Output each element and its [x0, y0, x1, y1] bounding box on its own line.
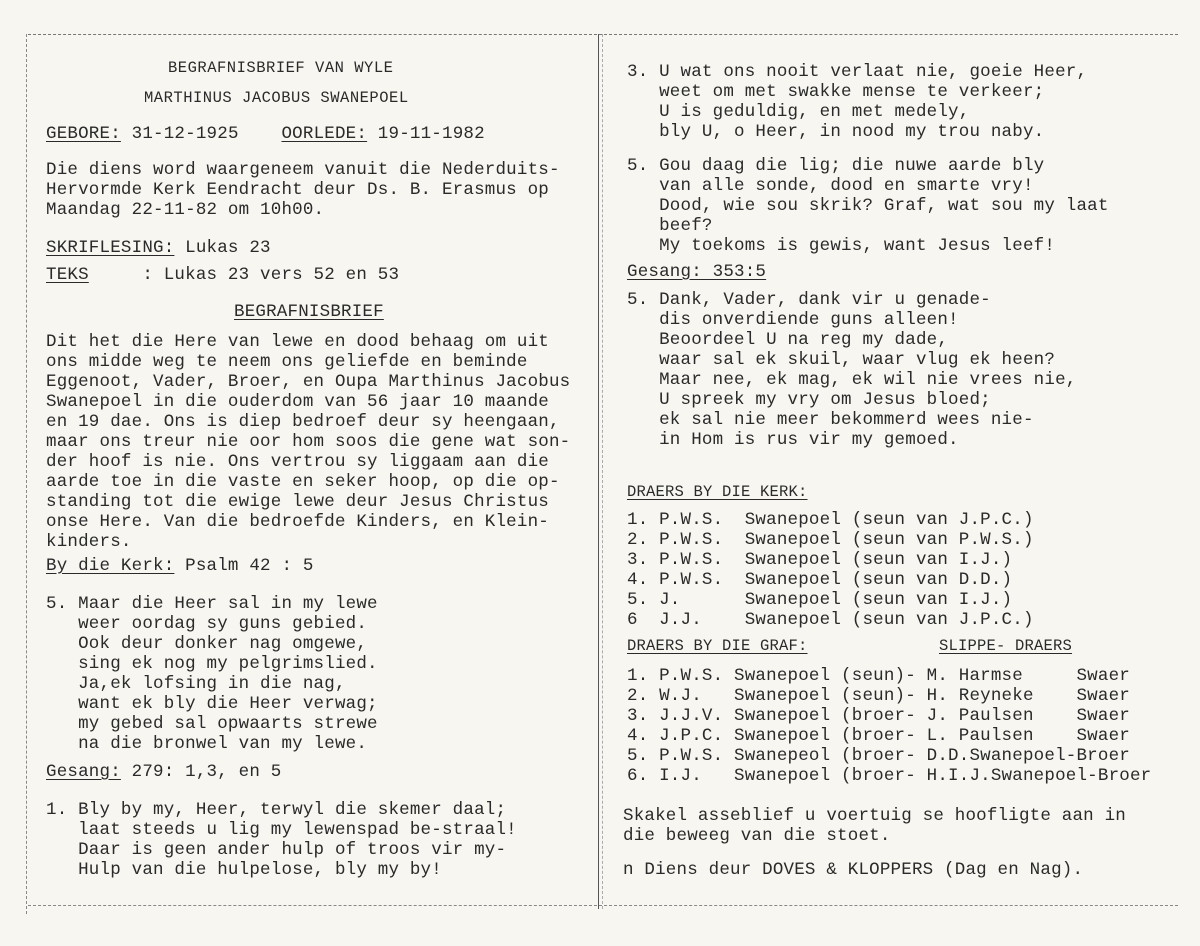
- hymn-line: in Hom is rus vir my gemoed.: [627, 430, 959, 450]
- letter-line: en 19 dae. Ons is diep bedroef deur sy heengaan,: [46, 412, 560, 432]
- hymn-279-line: [46, 762, 281, 782]
- service-line: Die diens word waargeneem vanuit die Nederduits-: [46, 160, 560, 180]
- undertaker-footer: n Diens deur DOVES & KLOPPERS (Dag en Nag).: [623, 860, 1084, 880]
- died-date: 19-11-1982: [377, 124, 485, 144]
- scripture-reading-line: [46, 238, 271, 258]
- hymn-line: Beoordeel U na reg my dade,: [627, 330, 949, 350]
- list-item: 2. W.J. Swanepoel (seun)- H. Reyneke Swaer: [627, 686, 1130, 706]
- list-item: 3. J.J.V. Swanepoel (broer- J. Paulsen Swaer: [627, 706, 1130, 726]
- title-line-1: BEGRAFNISBRIEF VAN WYLE: [168, 59, 394, 77]
- scripture-reading-label: SKRIFLESING:: [46, 238, 175, 258]
- hymn-line: U is geduldig, en met medely,: [627, 102, 970, 122]
- hymn-label: Gesang:: [46, 762, 121, 782]
- letter-line: standing tot die ewige lewe deur Jesus Christus: [46, 492, 549, 512]
- top-border: [28, 34, 1178, 35]
- text-line: [46, 265, 399, 285]
- psalm-line: weer oordag sy guns gebied.: [46, 614, 368, 634]
- hymn-line: My toekoms is gewis, want Jesus leef!: [627, 236, 1056, 256]
- hymn-line: Maar nee, ek mag, ek wil nie vrees nie,: [627, 370, 1077, 390]
- psalm-line: sing ek nog my pelgrimslied.: [46, 654, 378, 674]
- hymn-line: weet om met swakke mense te verkeer;: [627, 82, 1045, 102]
- hymn-line: Dood, wie sou skrik? Graf, wat sou my laat: [627, 196, 1109, 216]
- letter-line: aarde toe in die vaste en seker hoop, op die op-: [46, 472, 560, 492]
- letter-line: Dit het die Here van lewe en dood behaag om uit: [46, 332, 549, 352]
- church-bearers-heading: DRAERS BY DIE KERK:: [627, 483, 808, 501]
- hymn-line: dis onverdiende guns alleen!: [627, 310, 959, 330]
- letter-line: ons midde weg te neem ons geliefde en beminde: [46, 352, 528, 372]
- list-item: 2. P.W.S. Swanepoel (seun van P.W.S.): [627, 530, 1034, 550]
- slip-bearers-heading: SLIPPE- DRAERS: [939, 637, 1073, 655]
- service-line: Hervormde Kerk Eendracht deur Ds. B. Erasmus op: [46, 180, 549, 200]
- church-label: By die Kerk:: [46, 556, 175, 576]
- list-item: 6 J.J. Swanepoel (seun van J.P.C.): [627, 610, 1034, 630]
- psalm-line: my gebed sal opwaarts strewe: [46, 714, 378, 734]
- text-label: TEKS: [46, 265, 89, 285]
- hymn-line: ek sal nie meer bekommerd wees nie-: [627, 410, 1034, 430]
- bottom-border: [28, 905, 1178, 906]
- list-item: 4. J.P.C. Swanepoel (broer- L. Paulsen Swaer: [627, 726, 1130, 746]
- hymn-line: 5. Dank, Vader, dank vir u genade-: [627, 290, 991, 310]
- psalm-line: 5. Maar die Heer sal in my lewe: [46, 594, 378, 614]
- list-item: 3. P.W.S. Swanepoel (seun van I.J.): [627, 550, 1013, 570]
- letter-heading: BEGRAFNISBRIEF: [234, 302, 384, 322]
- list-item: 6. I.J. Swanepoel (broer- H.I.J.Swanepoel-Broer: [627, 766, 1152, 786]
- center-fold-shadow: [602, 34, 603, 909]
- hymn-line: 5. Gou daag die lig; die nuwe aarde bly: [627, 156, 1045, 176]
- hymn-line: van alle sonde, dood en smarte vry!: [627, 176, 1034, 196]
- dates-line: [46, 124, 485, 144]
- hymn-line: 1. Bly by my, Heer, terwyl die skemer daal;: [46, 800, 507, 820]
- list-item: 5. J. Swanepoel (seun van I.J.): [627, 590, 1013, 610]
- letter-line: maar ons treur nie oor hom soos die gene wat son-: [46, 432, 571, 452]
- grave-bearers-heading: DRAERS BY DIE GRAF:: [627, 637, 808, 655]
- hymn-line: 3. U wat ons nooit verlaat nie, goeie Heer,: [627, 62, 1088, 82]
- hymn-line: laat steeds u lig my lewenspad be-straal!: [46, 820, 517, 840]
- service-line: Maandag 22-11-82 om 10h00.: [46, 200, 325, 220]
- hymn-line: beef?: [627, 216, 713, 236]
- hymn-verses: 279: 1,3, en 5: [131, 762, 282, 782]
- list-item: 5. P.W.S. Swanepeol (broer- D.D.Swanepoel-Broer: [627, 746, 1130, 766]
- hymn-line: Hulp van die hulpelose, bly my by!: [46, 860, 442, 880]
- left-border: [26, 34, 27, 914]
- letter-line: Swanepoel in die ouderdom van 56 jaar 10 maande: [46, 392, 549, 412]
- list-item: 1. P.W.S. Swanepoel (seun van J.P.C.): [627, 510, 1034, 530]
- note-line: Skakel asseblief u voertuig se hoofligte aan in: [623, 806, 1126, 826]
- scripture-reading-value: Lukas 23: [185, 238, 271, 258]
- died-label: OORLEDE:: [281, 124, 368, 144]
- letter-line: onse Here. Van die bedroefde Kinders, en Klein-: [46, 512, 549, 532]
- letter-line: der hoof is nie. Ons vertrou sy liggaam aan die: [46, 452, 549, 472]
- church-psalm: Psalm 42 : 5: [185, 556, 314, 576]
- note-line: die beweeg van die stoet.: [623, 826, 891, 846]
- hymn-line: waar sal ek skuil, waar vlug ek heen?: [627, 350, 1056, 370]
- church-psalm-line: [46, 556, 314, 576]
- text-value: : Lukas 23 vers 52 en 53: [88, 265, 400, 285]
- hymn-line: bly U, o Heer, in nood my trou naby.: [627, 122, 1045, 142]
- list-item: 4. P.W.S. Swanepoel (seun van D.D.): [627, 570, 1013, 590]
- born-date: 31-12-1925: [131, 124, 239, 144]
- hymn-line: U spreek my vry om Jesus bloed;: [627, 390, 991, 410]
- psalm-line: Ja,ek lofsing in die nag,: [46, 674, 346, 694]
- letter-line: Eggenoot, Vader, Broer, en Oupa Marthinus Jacobus: [46, 372, 571, 392]
- list-item: 1. P.W.S. Swanepoel (seun)- M. Harmse Swaer: [627, 666, 1130, 686]
- psalm-line: na die bronwel van my lewe.: [46, 734, 368, 754]
- hymn-line: Daar is geen ander hulp of troos vir my-: [46, 840, 507, 860]
- psalm-line: want ek bly die Heer verwag;: [46, 694, 378, 714]
- hymn-353-label: Gesang: 353:5: [627, 262, 767, 282]
- psalm-line: Ook deur donker nag omgewe,: [46, 634, 368, 654]
- title-line-2: MARTHINUS JACOBUS SWANEPOEL: [144, 89, 409, 107]
- born-label: GEBORE:: [46, 124, 121, 144]
- center-fold-line: [598, 34, 599, 909]
- letter-line: kinders.: [46, 532, 132, 552]
